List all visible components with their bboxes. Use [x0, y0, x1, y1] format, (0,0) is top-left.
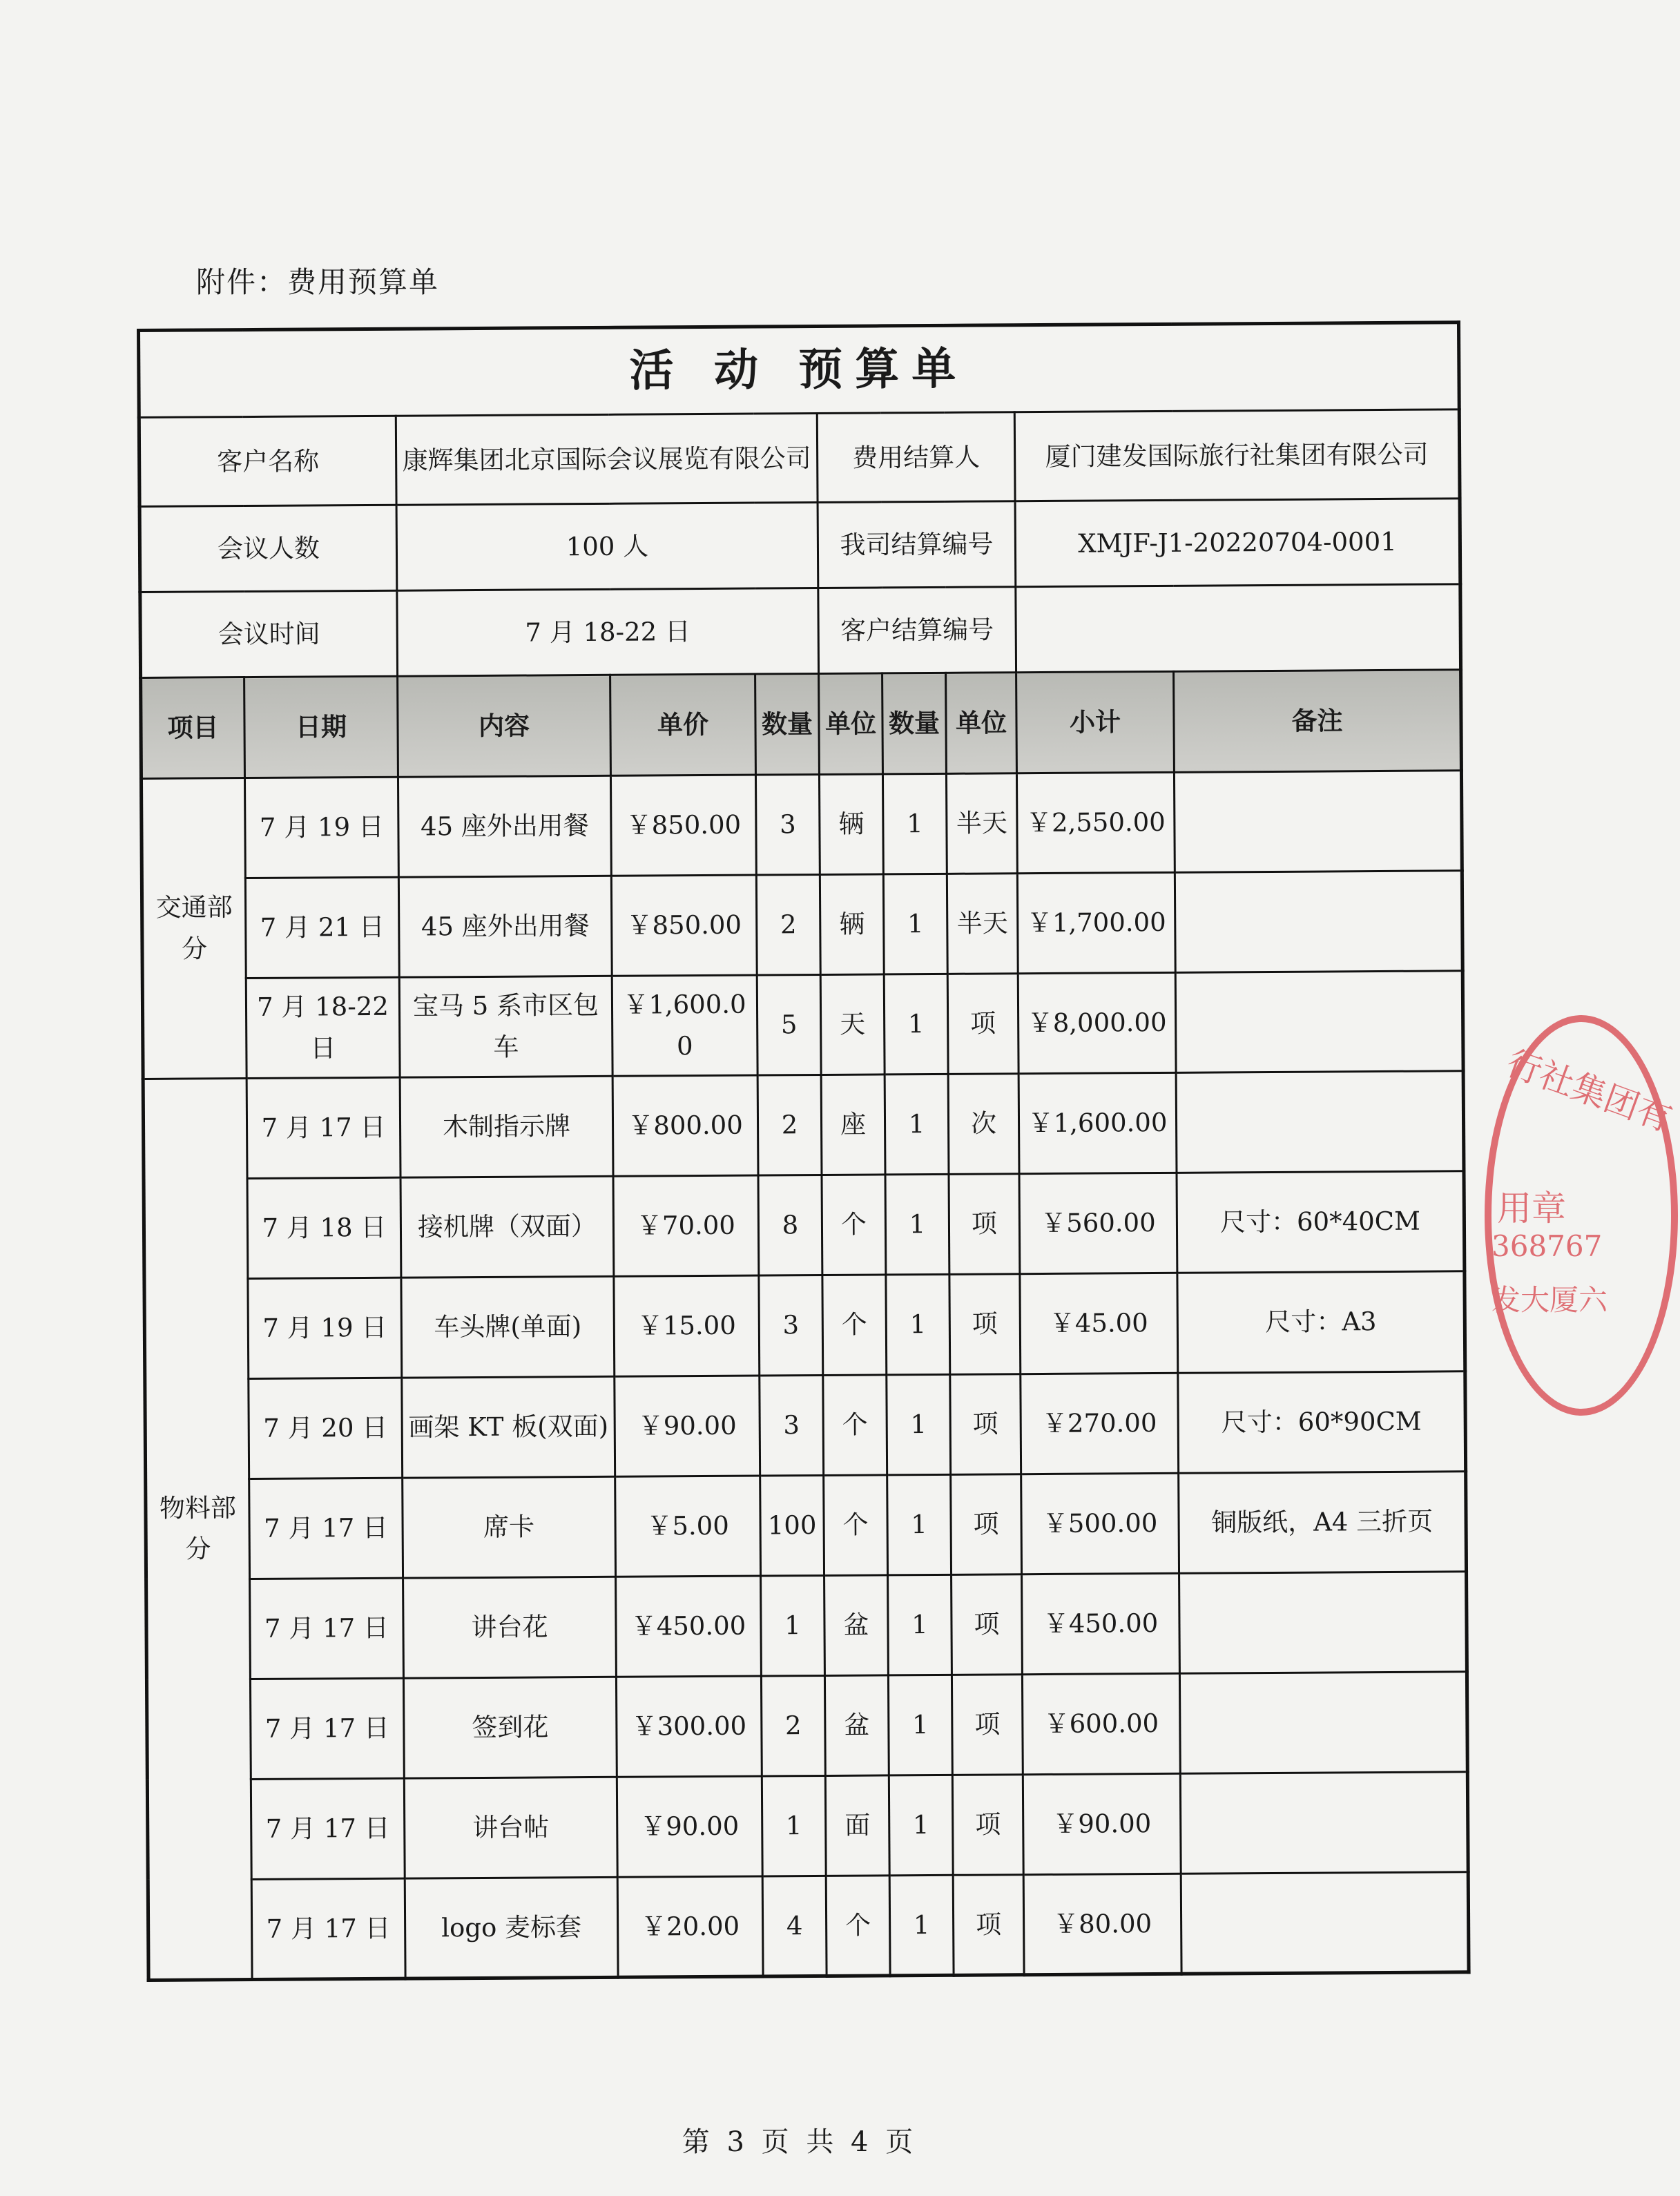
cell-content: 45 座外出用餐	[398, 876, 612, 977]
cell-qty: 3	[755, 774, 820, 875]
cell-unit2: 项	[953, 1875, 1024, 1976]
table-row	[144, 1171, 1465, 1279]
cell-unit: 个	[824, 1475, 888, 1576]
header-cell: 项目	[141, 677, 245, 778]
people-value: 100 人	[396, 502, 818, 590]
cell-date: 7 月 17 日	[249, 1478, 403, 1579]
stamp-text: 368767	[1491, 1229, 1603, 1263]
section-transport: 交通部分	[141, 778, 247, 1079]
cell-unit2: 项	[952, 1674, 1023, 1775]
cell-content: logo 麦标套	[405, 1877, 618, 1978]
cell-qty2: 1	[888, 1574, 952, 1675]
cell-unit2: 项	[949, 1173, 1020, 1274]
cell-note: 尺寸：60*90CM	[1178, 1371, 1466, 1473]
cell-qty2: 1	[887, 1374, 951, 1475]
cell-subtotal: ￥560.00	[1019, 1173, 1177, 1273]
cell-unit2: 半天	[946, 773, 1017, 874]
cell-unit2: 项	[952, 1775, 1023, 1876]
budget-sheet	[137, 320, 1467, 1982]
cell-price: ￥15.00	[614, 1275, 760, 1376]
cell-date: 7 月 17 日	[251, 1778, 405, 1879]
header-cell: 单价	[610, 675, 756, 776]
stamp-text: 行社集团有	[1501, 1042, 1678, 1139]
stamp-text: 用章	[1497, 1188, 1566, 1229]
cell-price: ￥70.00	[613, 1175, 759, 1276]
cell-price: ￥90.00	[615, 1376, 760, 1476]
cell-content: 45 座外出用餐	[398, 776, 611, 877]
header-cell: 单位	[946, 673, 1017, 773]
cell-content: 讲台花	[403, 1577, 617, 1678]
cell-date: 7 月 17 日	[247, 1077, 400, 1178]
cell-subtotal: ￥500.00	[1021, 1473, 1179, 1574]
cell-content: 宝马 5 系市区包车	[399, 976, 612, 1077]
cell-qty: 2	[756, 874, 820, 975]
table-row	[146, 1471, 1467, 1579]
cell-date: 7 月 20 日	[249, 1378, 403, 1479]
cell-unit: 天	[820, 974, 885, 1075]
cell-subtotal: ￥2,550.00	[1016, 772, 1175, 873]
table-row	[143, 1070, 1464, 1179]
cell-subtotal: ￥80.00	[1023, 1874, 1181, 1975]
cell-qty2: 1	[883, 874, 947, 974]
cell-unit: 盆	[824, 1575, 889, 1676]
cell-unit: 个	[826, 1876, 890, 1976]
table-row	[141, 770, 1462, 878]
cell-qty2: 1	[884, 974, 948, 1075]
cell-unit2: 项	[947, 973, 1018, 1074]
cell-unit2: 项	[951, 1474, 1022, 1574]
cell-qty2: 1	[882, 773, 947, 874]
cell-unit: 个	[822, 1275, 887, 1376]
cell-content: 签到花	[403, 1677, 617, 1778]
cell-unit: 个	[822, 1175, 886, 1275]
cell-subtotal: ￥45.00	[1020, 1273, 1178, 1374]
cell-unit2: 半天	[947, 873, 1018, 974]
cell-qty2: 1	[888, 1675, 952, 1775]
budget-table	[137, 320, 1471, 1982]
cell-note	[1175, 970, 1463, 1072]
cell-qty: 1	[761, 1575, 825, 1676]
cell-note	[1174, 770, 1462, 872]
cell-qty: 4	[762, 1876, 827, 1976]
cell-qty: 1	[762, 1775, 826, 1876]
cell-unit2: 项	[949, 1273, 1021, 1374]
cell-date: 7 月 17 日	[251, 1878, 405, 1980]
cell-qty: 2	[757, 1075, 822, 1175]
cell-subtotal: ￥1,600.00	[1018, 1072, 1177, 1173]
cell-unit: 面	[825, 1775, 889, 1876]
header-cell: 数量	[882, 673, 947, 774]
cell-date: 7 月 19 日	[244, 777, 398, 878]
cell-note	[1181, 1872, 1469, 1974]
customer-value: 康辉集团北京国际会议展览有限公司	[396, 414, 818, 505]
cell-content: 画架 KT 板(双面)	[402, 1376, 615, 1478]
cell-subtotal: ￥8,000.00	[1018, 972, 1176, 1073]
cell-content: 车头牌(单面)	[401, 1276, 615, 1378]
cell-qty: 3	[759, 1275, 823, 1376]
cell-unit2: 项	[952, 1574, 1023, 1675]
cell-qty2: 1	[886, 1274, 950, 1375]
attachment-label: 附件：费用预算单	[196, 265, 440, 299]
cell-price: ￥450.00	[616, 1576, 762, 1677]
cell-subtotal: ￥1,700.00	[1017, 872, 1175, 973]
cell-subtotal: ￥450.00	[1022, 1573, 1180, 1674]
cell-date: 7 月 18-22 日	[246, 977, 400, 1078]
cell-qty: 2	[761, 1675, 825, 1776]
client-no-label: 客户结算编号	[818, 587, 1016, 674]
table-row	[146, 1572, 1467, 1680]
customer-label: 客户名称	[139, 416, 396, 507]
our-no-value: XMJF-J1-20220704-0001	[1015, 499, 1460, 587]
cell-content: 讲台帖	[404, 1777, 617, 1878]
cell-subtotal: ￥270.00	[1021, 1373, 1179, 1474]
cell-note	[1175, 870, 1462, 972]
cell-qty2: 1	[885, 1074, 949, 1175]
cell-date: 7 月 17 日	[250, 1678, 404, 1779]
cell-subtotal: ￥90.00	[1023, 1773, 1181, 1874]
page-title: 活 动 预算单	[139, 322, 1460, 418]
cell-price: ￥5.00	[615, 1476, 761, 1577]
cell-content: 接机牌（双面）	[400, 1176, 614, 1278]
table-row	[147, 1772, 1468, 1880]
table-header-row	[141, 670, 1462, 778]
payer-label: 费用结算人	[817, 412, 1015, 502]
table-row	[145, 1371, 1466, 1479]
cell-date: 7 月 19 日	[248, 1278, 402, 1378]
cell-price: ￥1,600.00	[612, 975, 757, 1076]
company-seal-stamp	[1485, 1015, 1678, 1416]
cell-qty: 3	[760, 1375, 824, 1476]
table-row	[146, 1672, 1467, 1780]
cell-unit: 辆	[819, 773, 883, 874]
table-row	[144, 1271, 1465, 1379]
cell-price: ￥300.00	[616, 1676, 762, 1777]
client-no-value	[1016, 584, 1461, 673]
table-row	[142, 970, 1463, 1079]
cell-qty: 5	[757, 974, 821, 1075]
cell-price: ￥850.00	[610, 775, 756, 876]
cell-date: 7 月 17 日	[250, 1578, 404, 1679]
cell-content: 席卡	[403, 1476, 616, 1578]
cell-unit: 个	[823, 1375, 887, 1476]
cell-unit2: 次	[948, 1073, 1019, 1174]
cell-qty2: 1	[889, 1875, 954, 1976]
section-materials: 物料部分	[143, 1078, 252, 1980]
header-cell: 备注	[1174, 670, 1462, 772]
header-cell: 内容	[398, 675, 611, 777]
time-value: 7 月 18-22 日	[397, 588, 819, 677]
cell-note	[1179, 1572, 1467, 1674]
cell-qty: 100	[760, 1475, 824, 1576]
time-label: 会议时间	[140, 590, 398, 678]
table-row	[148, 1872, 1469, 1981]
cell-qty2: 1	[889, 1775, 953, 1876]
cell-unit: 座	[821, 1074, 885, 1175]
cell-note: 尺寸：60*40CM	[1177, 1171, 1465, 1273]
cell-note	[1179, 1672, 1467, 1774]
page-footer: 第 3 页 共 4 页	[682, 2126, 918, 2158]
cell-note: 尺寸：A3	[1177, 1271, 1465, 1373]
cell-note: 铜版纸，A4 三折页	[1179, 1471, 1467, 1573]
cell-price: ￥850.00	[611, 875, 757, 976]
table-row	[142, 870, 1462, 979]
header-cell: 小计	[1016, 672, 1175, 773]
cell-subtotal: ￥600.00	[1022, 1673, 1180, 1774]
cell-price: ￥20.00	[617, 1876, 763, 1977]
people-label: 会议人数	[139, 505, 397, 593]
cell-unit2: 项	[950, 1374, 1021, 1474]
payer-value: 厦门建发国际旅行社集团有限公司	[1014, 410, 1460, 501]
header-cell: 单位	[819, 673, 883, 774]
cell-note	[1176, 1070, 1464, 1173]
stamp-text: 发大厦六	[1491, 1283, 1608, 1317]
cell-note	[1180, 1772, 1468, 1874]
cell-date: 7 月 21 日	[245, 877, 399, 978]
cell-qty: 8	[758, 1175, 822, 1275]
cell-qty2: 1	[885, 1174, 949, 1275]
cell-content: 木制指示牌	[400, 1076, 613, 1177]
cell-price: ￥800.00	[612, 1075, 758, 1176]
cell-date: 7 月 18 日	[247, 1177, 401, 1278]
header-cell: 日期	[244, 677, 398, 778]
our-no-label: 我司结算编号	[818, 501, 1016, 588]
cell-unit: 盆	[824, 1675, 889, 1776]
cell-unit: 辆	[820, 874, 884, 974]
cell-price: ￥90.00	[617, 1776, 762, 1877]
header-cell: 数量	[755, 674, 820, 775]
cell-qty2: 1	[887, 1474, 952, 1575]
